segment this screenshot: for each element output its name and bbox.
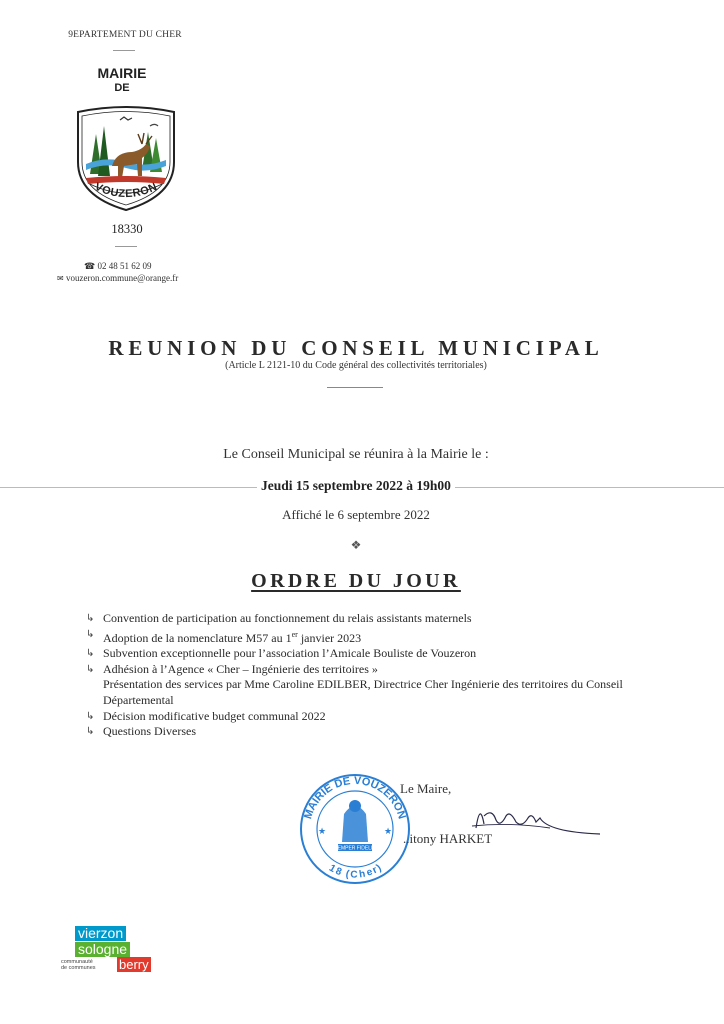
ornament-icon: ❖ [350, 538, 362, 552]
municipal-crest-icon [76, 104, 176, 212]
hooked-arrow-icon: ↳ [86, 628, 95, 640]
mayor-name: ..itony HARKET [403, 831, 493, 846]
logo-word-vierzon: vierzon [75, 926, 126, 941]
agenda-item-continuation: Présentation des services par Mme Caroline EDILBER, Directrice Cher Ingénierie des territoires du Conseil Départemental [103, 677, 623, 707]
phone-number: 02 48 51 62 09 [97, 261, 152, 271]
agenda-item: ↳ Adhésion à l’Agence « Cher – Ingénierie des territoires » [86, 661, 378, 676]
official-seal [298, 772, 412, 886]
mairie-label: MAIRIE [97, 65, 147, 81]
department-label: 9EPARTEMENT DU CHER [68, 30, 182, 40]
letterhead-rule [113, 50, 135, 51]
logo-word-sologne: sologne [75, 942, 130, 957]
svg-text:18 (Cher): 18 (Cher) [326, 862, 384, 881]
agenda-item: ↳ Subvention exceptionnelle pour l’association l’Amicale Bouliste de Vouzeron [86, 646, 477, 661]
phone-line [84, 261, 151, 272]
agenda-title: ORDRE DU JOUR [251, 570, 461, 592]
hooked-arrow-icon: ↳ [86, 726, 95, 738]
email-line [57, 273, 178, 283]
hooked-arrow-icon: ↳ [86, 663, 95, 675]
page-subtitle: (Article L 2121-10 du Code général des collectivités territoriales) [225, 360, 487, 371]
telephone-icon: ☎ [84, 262, 96, 272]
hooked-arrow-icon: ↳ [86, 648, 95, 660]
svg-text:MAIRIE DE VOUZERON: MAIRIE DE VOUZERON [302, 774, 408, 821]
posting-date: Affiché le 6 septembre 2022 [282, 507, 430, 522]
agenda-item: ↳ Adoption de la nomenclature M57 au 1er janvier 2023 [86, 628, 362, 645]
postcode: 18330 [111, 222, 143, 236]
hooked-arrow-icon: ↳ [86, 613, 95, 624]
postcode-rule [115, 246, 137, 247]
agenda-list [86, 611, 666, 740]
meeting-intro: Le Conseil Municipal se réunira à la Mairie le : [223, 447, 489, 462]
envelope-icon: ✉ [57, 274, 64, 283]
crest-name-text: VOUZERON [92, 180, 160, 201]
agenda-item: ↳ Décision modificative budget communal 2022 [86, 708, 326, 723]
logo-word-berry: berry [119, 957, 149, 972]
mairie-de-label: DE [114, 82, 130, 94]
svg-text:★: ★ [318, 826, 327, 836]
agenda-item: ↳ Questions Diverses [86, 724, 196, 739]
signature-title: Le Maire, [400, 781, 452, 796]
community-logo [61, 926, 151, 974]
meeting-date: Jeudi 15 septembre 2022 à 19h00 [0, 478, 712, 494]
svg-text:★: ★ [384, 826, 393, 836]
title-divider [327, 387, 383, 388]
email-address: vouzeron.commune@orange.fr [65, 273, 179, 283]
svg-text:SEMPER FIDELIS: SEMPER FIDELIS [334, 845, 376, 852]
page-title: REUNION DU CONSEIL MUNICIPAL [108, 336, 604, 360]
logo-caption: communauté de communes [61, 959, 96, 971]
hooked-arrow-icon: ↳ [86, 710, 95, 722]
agenda-item: ↳ Convention de participation au fonctionnement du relais assistants maternels [86, 611, 472, 625]
